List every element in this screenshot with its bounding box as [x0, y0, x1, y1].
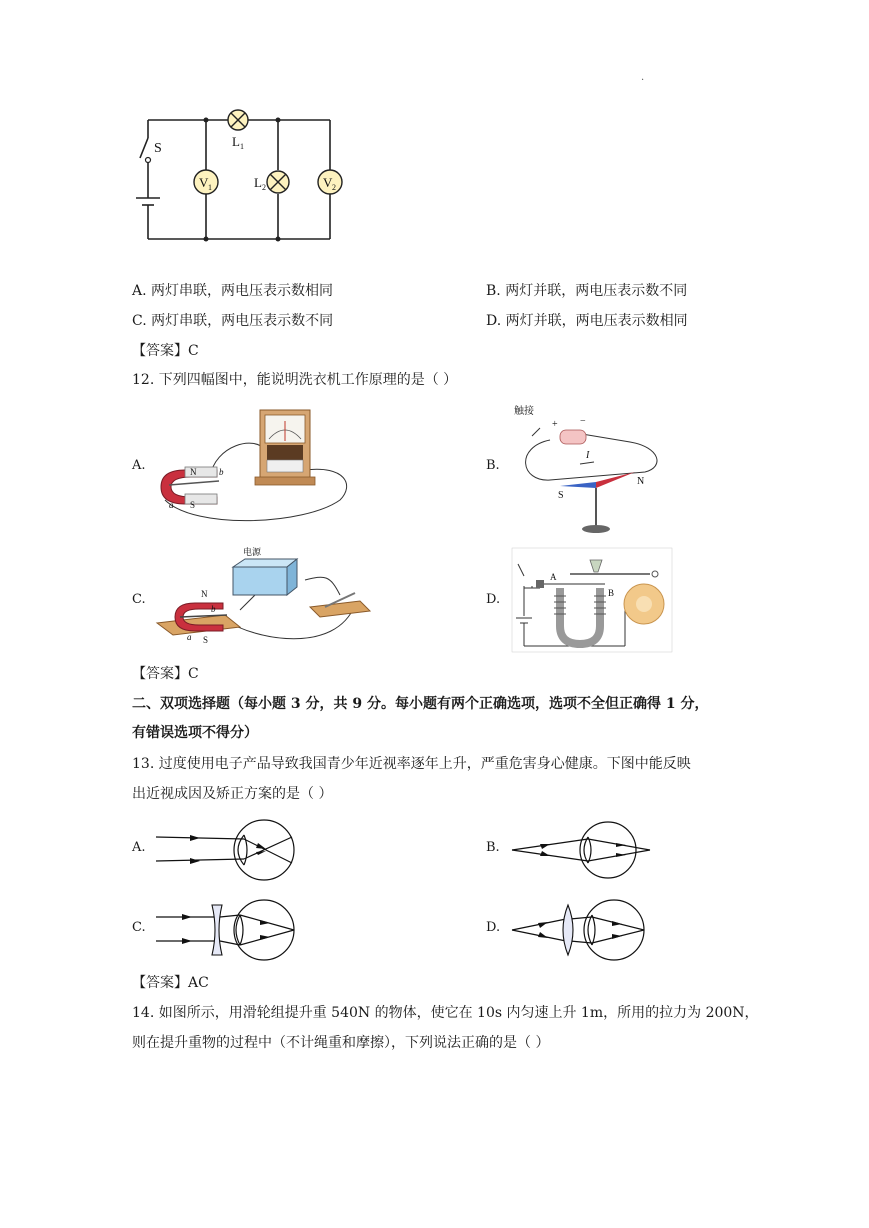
q12-label-c: C.	[132, 592, 146, 607]
q12b-current-label: I	[586, 450, 590, 461]
q13-answer: 【答案】AC	[132, 975, 209, 991]
q13-stem-line1: 13. 过度使用电子产品导致我国青少年近视率逐年上升，严重危害身心健康。下图中能反映	[132, 756, 691, 772]
q12b-plus-label: +	[552, 419, 558, 430]
corner-mark: .	[641, 72, 645, 83]
q12-figure-a-induction	[155, 405, 360, 525]
q12-stem: 12. 下列四幅图中，能说明洗衣机工作原理的是（ ）	[132, 372, 458, 388]
q12a-n-label: N	[190, 467, 197, 477]
q11-circuit-figure	[130, 100, 350, 250]
q12b-n-label: N	[637, 476, 645, 487]
lamp1-label: L	[232, 134, 240, 149]
q11-option-c: C. 两灯串联，两电压表示数不同	[132, 313, 334, 329]
q11-option-a: A. 两灯串联，两电压表示数相同	[132, 283, 334, 299]
q12-label-b: B.	[486, 458, 500, 473]
lamp1-subscript: 1	[240, 142, 244, 151]
q12c-s-label: S	[203, 635, 209, 645]
lamp2-subscript: 2	[262, 183, 266, 192]
q12a-b-label: b	[219, 467, 224, 477]
q13-eye-c-concave-lens	[152, 895, 302, 965]
q12-figure-b-oersted	[510, 402, 660, 537]
q13-label-b: B.	[486, 840, 500, 855]
q13-label-c: C.	[132, 920, 146, 935]
q12-answer: 【答案】C	[132, 666, 199, 682]
q12a-a-label: a	[169, 500, 174, 510]
q13-eye-d-convex-lens	[508, 895, 658, 965]
q12d-b-label: B	[608, 588, 615, 598]
q14-stem-line2: 则在提升重物的过程中（不计绳重和摩擦），下列说法正确的是（ ）	[132, 1035, 550, 1051]
q11-option-d: D. 两灯并联，两电压表示数相同	[486, 313, 688, 329]
q12-figure-d-bell	[510, 546, 675, 656]
q12a-s-label: S	[190, 500, 196, 510]
q11-option-b: B. 两灯并联，两电压表示数不同	[486, 283, 688, 299]
lamp2-label: L	[254, 175, 262, 190]
q12-label-d: D.	[486, 592, 501, 607]
q13-stem-line2: 出近视成因及矫正方案的是（ ）	[132, 786, 333, 802]
q13-eye-a-myopia	[152, 815, 302, 885]
q12c-a-label: a	[187, 632, 192, 642]
q14-stem-line1: 14. 如图所示，用滑轮组提升重 540N 的物体，使它在 10s 内匀速上升 1m，所用的拉力为 200N，	[132, 1005, 759, 1021]
section2-heading-line2: 有错误选项不得分）	[132, 725, 258, 741]
q12-figure-c-motor	[155, 545, 375, 655]
q12-label-a: A.	[132, 458, 146, 473]
voltmeter2-label: V	[323, 175, 333, 190]
voltmeter1-subscript: 1	[208, 183, 212, 192]
q13-label-d: D.	[486, 920, 501, 935]
voltmeter2-subscript: 2	[332, 183, 336, 192]
q12b-touch-label: 触接	[514, 406, 534, 417]
switch-label: S	[154, 141, 162, 156]
q11-answer: 【答案】C	[132, 343, 199, 359]
q12b-s-label: S	[558, 490, 564, 501]
q13-eye-b-hyperopia	[508, 815, 658, 885]
voltmeter1-label: V	[199, 175, 209, 190]
section2-heading-line1: 二、双项选择题（每小题 3 分，共 9 分。每小题有两个正确选项，选项不全但正确得 1 分，	[132, 696, 709, 712]
q12c-b-label: b	[211, 604, 216, 614]
q12c-n-label: N	[201, 589, 208, 599]
q12d-a-label: A	[550, 572, 557, 582]
q12b-minus-label: −	[580, 416, 586, 427]
q12c-power-label: 电源	[243, 547, 262, 557]
q13-label-a: A.	[132, 840, 146, 855]
